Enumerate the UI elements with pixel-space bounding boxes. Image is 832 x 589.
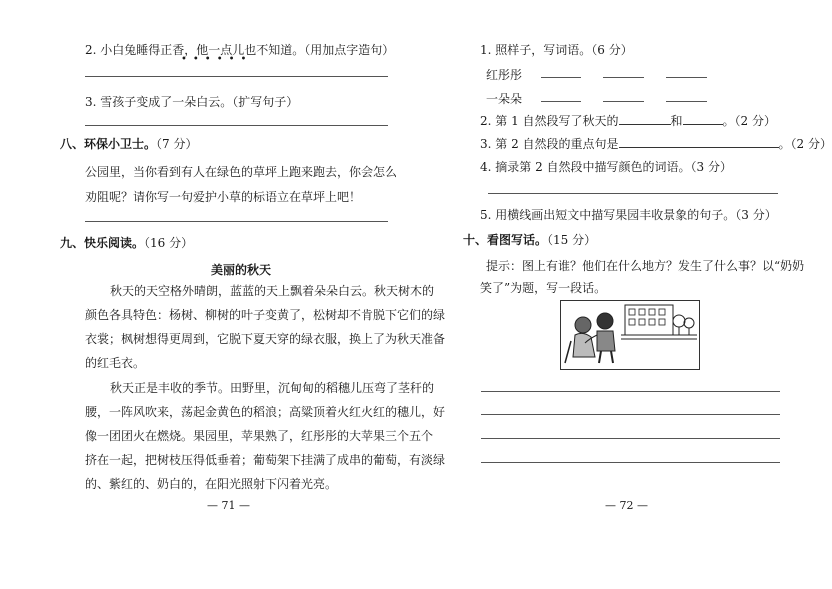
passage-line: 衣裳；枫树想得更周到，它脱下夏天穿的绿衣服，换上了为秋天准备 xyxy=(85,332,446,346)
blank[interactable] xyxy=(683,113,723,125)
passage-line: 颜色各具特色：杨树、柳树的叶子变黄了，松树却不肯脱下它们的绿 xyxy=(85,308,446,322)
question-2: 2. 小白兔睡得正香，他一点儿也不知道。（用加点字造句） xyxy=(85,43,395,57)
blank[interactable] xyxy=(666,101,707,102)
illustration-drawing xyxy=(561,301,699,369)
question-1: 1. 照样子，写词语。（6 分） xyxy=(480,43,633,57)
passage-line: 像一团团火在燃烧。果园里，苹果熟了，红彤彤的大苹果三个五个 xyxy=(85,429,434,443)
passage-line: 秋天的天空格外晴朗，蓝蓝的天上飘着朵朵白云。秋天树木的 xyxy=(110,284,435,298)
passage-title: 美丽的秋天 xyxy=(211,263,272,277)
hint-text: 提示：图上有谁？他们在什么地方？发生了什么事？以“奶奶 xyxy=(486,259,805,273)
passage-line: 挤在一起，把树枝压得低垂着；葡萄架下挂满了成串的葡萄，有淡绿 xyxy=(85,453,446,467)
section-8-text: 公园里，当你看到有人在绿色的草坪上跑来跑去，你会怎么 xyxy=(85,165,398,179)
question-2: 2. 第 1 自然段写了秋天的 和 。（2 分） xyxy=(480,114,776,128)
section-8-text: 劝阻呢？请你写一句爱护小草的标语立在草坪上吧！ xyxy=(85,190,362,204)
answer-line[interactable] xyxy=(85,221,388,222)
answer-line[interactable] xyxy=(85,76,388,77)
blank[interactable] xyxy=(541,77,581,78)
writing-line[interactable] xyxy=(481,438,780,439)
question-4: 4. 摘录第 2 自然段中描写颜色的词语。（3 分） xyxy=(480,160,732,174)
question-3: 3. 第 2 自然段的重点句是 。（2 分） xyxy=(480,137,832,151)
question-5: 5. 用横线画出短文中描写果园丰收景象的句子。（3 分） xyxy=(480,208,777,222)
section-10-heading: 十、看图写话。（15 分） xyxy=(463,233,597,247)
page-number: — 71 — xyxy=(207,499,250,512)
example-word: 一朵朵 xyxy=(486,92,523,106)
writing-line[interactable] xyxy=(481,462,780,463)
blank[interactable] xyxy=(603,101,644,102)
emphasis-dots: •••••• xyxy=(181,54,253,65)
passage-line: 的、紫红的、奶白的，在阳光照射下闪着光亮。 xyxy=(85,477,338,491)
writing-line[interactable] xyxy=(481,414,780,415)
blank[interactable] xyxy=(619,113,671,125)
passage-line: 秋天正是丰收的季节。田野里，沉甸甸的稻穗儿压弯了茎秆的 xyxy=(110,381,435,395)
illustration-grandma-and-child xyxy=(560,300,700,370)
passage-line: 的红毛衣。 xyxy=(85,356,146,370)
answer-line[interactable] xyxy=(488,193,778,194)
example-word: 红彤彤 xyxy=(486,68,523,82)
blank[interactable] xyxy=(541,101,581,102)
writing-line[interactable] xyxy=(481,391,780,392)
blank[interactable] xyxy=(619,136,779,148)
hint-text: 笑了”为题，写一段话。 xyxy=(480,281,607,295)
blank[interactable] xyxy=(666,77,707,78)
answer-line[interactable] xyxy=(85,125,388,126)
page-number: — 72 — xyxy=(605,499,648,512)
passage-line: 腰，一阵风吹来，荡起金黄色的稻浪；高粱顶着火红火红的穗儿，好 xyxy=(85,405,446,419)
section-8-heading: 八、环保小卫士。（7 分） xyxy=(60,137,198,151)
section-9-heading: 九、快乐阅读。（16 分） xyxy=(60,236,194,250)
blank[interactable] xyxy=(603,77,644,78)
question-3: 3. 雪孩子变成了一朵白云。（扩写句子） xyxy=(85,95,299,109)
